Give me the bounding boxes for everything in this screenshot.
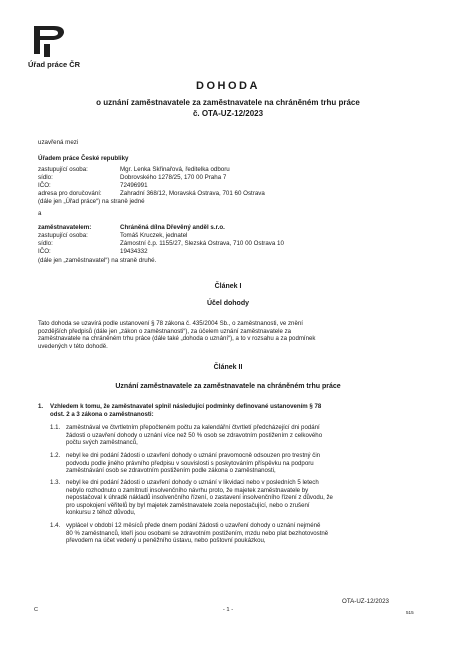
office-logo-text: Úřad práce ČR [28, 60, 81, 69]
party1-alias: (dále jen „Úřad práce“) na straně jedné [38, 198, 145, 205]
document-subtitle: o uznání zaměstnavatele za zaměstnavatele na chráněném trhu práce [96, 98, 360, 107]
article2-item1-text [50, 403, 424, 418]
party1-name: Úřadem práce České republiky [38, 155, 129, 162]
subitem-line: 80 % zaměstnanců, kteří jsou osobami se zdravotním postižením, mzdu nebo plat bezhotovostně [66, 529, 329, 537]
subitem-line: nebyl ke dni podání žádosti o uzavření dohody o uznání pravomocně odsouzen pro trestný čin [66, 452, 321, 459]
subitem-line: zaměstnávání osob se zdravotním postižením podle zákona o zaměstnanosti, [66, 467, 276, 475]
party2-alias: (dále jen „zaměstnavatel“) na straně druhé. [38, 257, 157, 264]
subitem-line: nepostačoval k úhradě nákladů insolvenčního řízení, o zastavení insolvenčního řízení z důvodu, že [66, 494, 333, 502]
subitem-number: 1.3. [50, 479, 61, 486]
party1-seat-label: sídlo: [38, 174, 53, 181]
article1-line: Tato dohoda se uzavírá podle ustanovení § 78 zákona č. 435/2004 Sb., o zaměstnanosti, ve znění [38, 320, 303, 327]
article2-heading: Článek II [213, 364, 243, 371]
subitem-line: pro uspokojení věřitelů by byl majetek zaměstnavatele zcela nepostačující, nebo o zrušení [66, 501, 310, 509]
subitem-line: podvodu podle jiného právního předpisu v souvislosti s poskytováním příspěvku na podporu [66, 459, 314, 467]
party1-rep-label: zastupující osoba: [38, 166, 88, 173]
subitem-line: vyplácel v období 12 měsíců přede dnem podání žádosti o uzavření dohody o uznání nejméně [66, 522, 321, 529]
party2-seat-label: sídlo: [38, 240, 53, 247]
footer-left-mark: C [34, 607, 38, 613]
subitem-text [66, 452, 424, 475]
party1-seat-value: Dobrovského 1278/25, 170 00 Praha 7 [120, 174, 227, 181]
article1-paragraph [38, 320, 424, 350]
party1-ico-label: IČO: [38, 182, 51, 189]
and-connector: a [38, 210, 42, 217]
party2-name: Chráněná dílna Dřevěný anděl s.r.o. [120, 224, 225, 231]
party1-delivery-label: adresa pro doručování: [38, 190, 102, 197]
footer-doc-ref: OTA-UZ-12/2023 [342, 598, 389, 605]
urad-prace-logo-icon [30, 24, 70, 58]
party2-ico-label: IČO: [38, 248, 51, 255]
footer-page-number: - 1 - [222, 607, 234, 613]
subitem-text [66, 522, 424, 545]
subitem-number: 1.1. [50, 424, 61, 431]
article1-title: Účel dohody [206, 300, 249, 307]
party2-seat-value: Zámostní č.p. 1155/27, Slezská Ostrava, 710 00 Ostrava 10 [120, 240, 284, 247]
article1-heading: Článek I [214, 283, 242, 290]
article1-line: uvedených v této dohodě. [38, 342, 108, 350]
article2-item1-number: 1. [38, 403, 44, 410]
document-title: DOHODA [196, 80, 260, 92]
article1-line: pozdějších předpisů (dále jen „zákon o zaměstnanosti“), za účelem uznání zaměstnavatele za [38, 327, 292, 335]
subitem-text [66, 479, 424, 517]
subitem-text [66, 424, 424, 447]
subitem-line: nebyl ke dni podání žádosti o uzavření dohody o uznání v likvidaci nebo v posledních 5 letech [66, 479, 319, 486]
party1-delivery-value: Zahradní 368/12, Moravská Ostrava, 701 60 Ostrava [120, 190, 265, 197]
subitem-number: 1.2. [50, 452, 61, 459]
article2-item1-line: Vzhledem k tomu, že zaměstnavatel splnil následující podmínky definované ustanovením § 78 [50, 403, 322, 410]
document-number: č. OTA-UZ-12/2023 [192, 109, 264, 118]
subitem-number: 1.4. [50, 522, 61, 529]
party1-rep-value: Mgr. Lenka Skřinařová, ředitelka odboru [120, 166, 230, 173]
article2-title: Uznání zaměstnavatele za zaměstnavatele na chráněném trhu práce [115, 383, 341, 390]
footer-small-code: 515 [406, 610, 414, 615]
party2-rep-value: Tomáš Kruczek, jednatel [120, 232, 188, 239]
subitem-line: převodem na účet vedený u peněžního ústavu, nebo poštovní poukázkou, [66, 537, 266, 545]
party2-ico-value: 19434332 [120, 248, 148, 255]
concluded-between: uzavřená mezi [38, 139, 79, 146]
subitem-line: počtu svých zaměstnanců, [66, 439, 138, 447]
party1-ico-value: 72496991 [120, 182, 148, 189]
subitem-line: zaměstnával ve čtvrtletním přepočteném počtu za kalendářní čtvrtletí předcházející dni podání [66, 424, 320, 431]
party2-label: zaměstnavatelem: [38, 224, 92, 231]
article1-line: zaměstnavatele na chráněném trhu práce (dále také „dohoda o uznání“), a to v rozsahu a za podmínek [38, 335, 316, 343]
subitem-line: žádosti o uzavření dohody o uznání více než 50 % osob se zdravotním postižením z celkového [66, 431, 323, 439]
party2-rep-label: zastupující osoba: [38, 232, 88, 239]
article2-item1-line: odst. 2 a 3 zákona o zaměstnanosti: [50, 410, 154, 418]
subitem-line: nebylo rozhodnuto o zamítnutí insolvenčního návrhu proto, že majetek zaměstnavatele by [66, 486, 309, 494]
subitem-line: konkursu z téhož důvodu, [66, 509, 136, 517]
